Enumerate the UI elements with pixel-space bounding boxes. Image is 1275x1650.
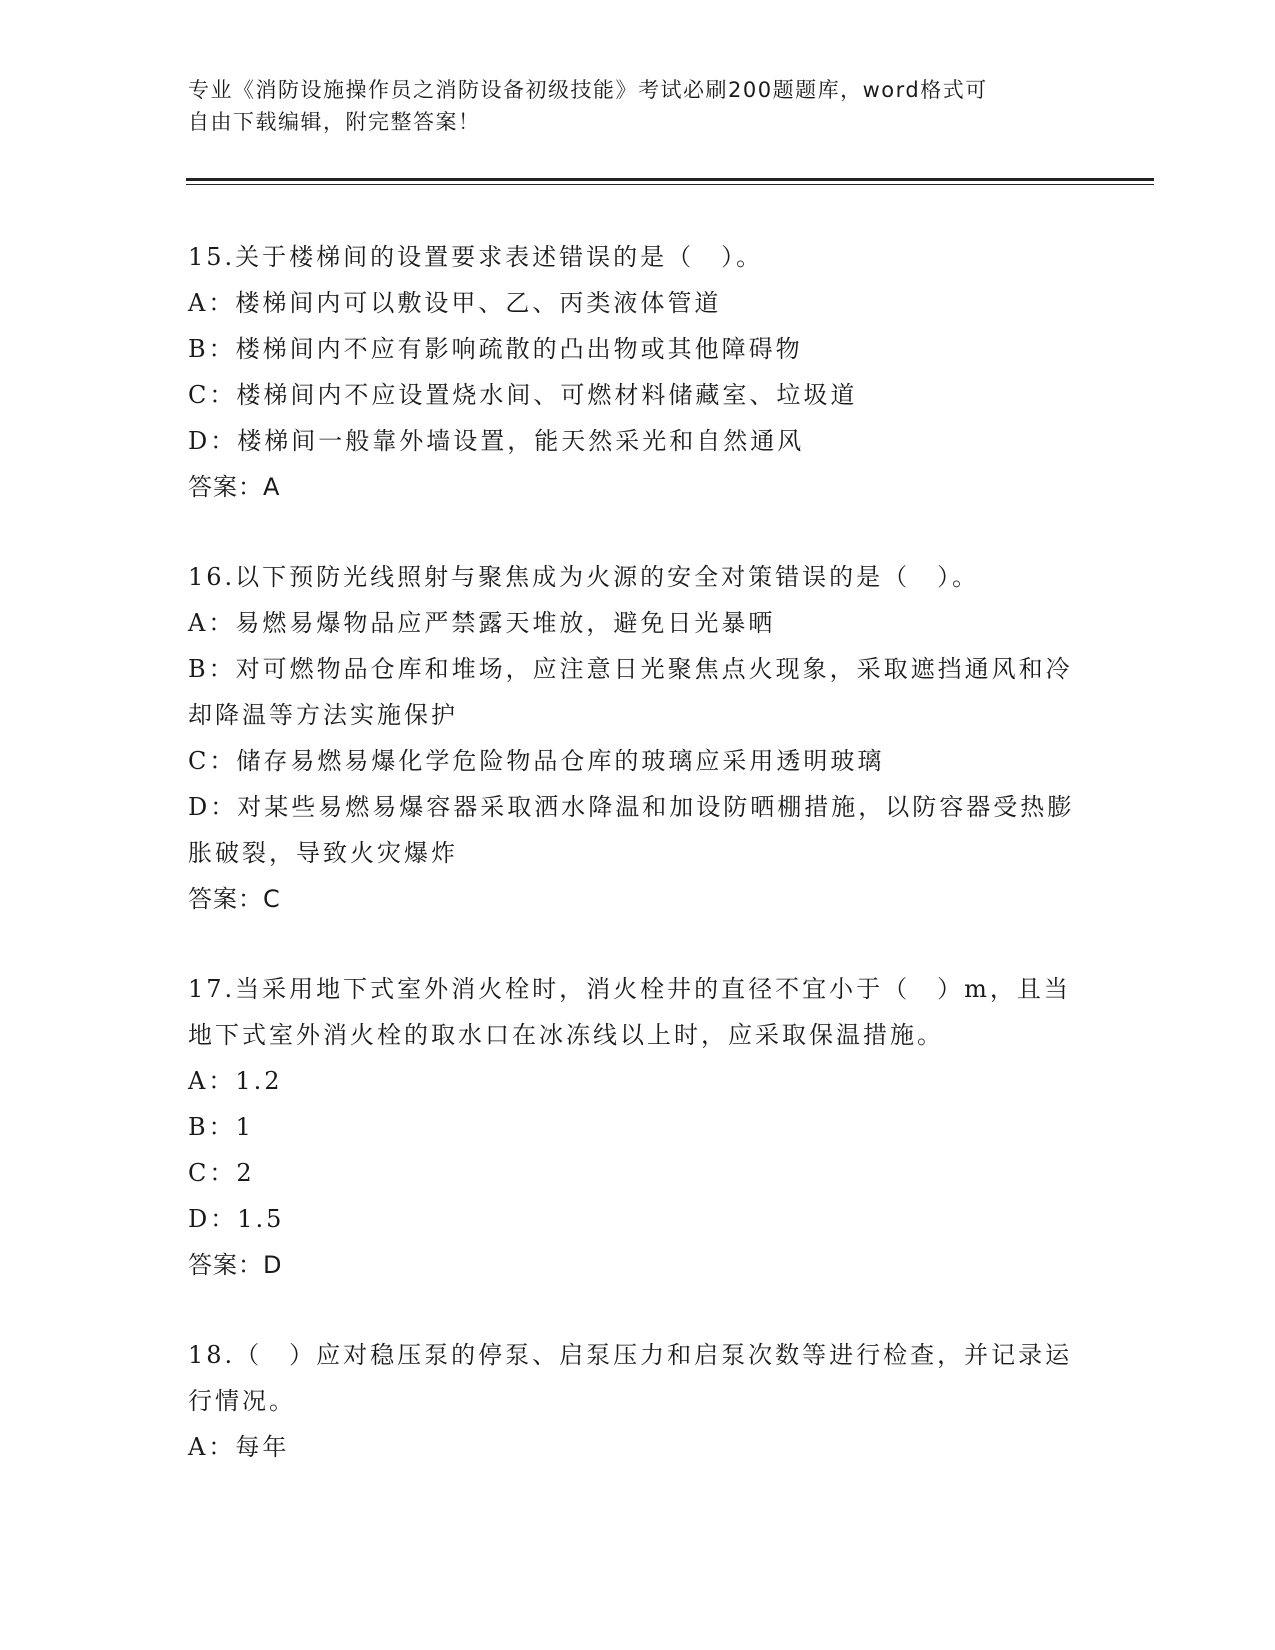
question-15	[188, 234, 1078, 510]
option-a: A：易燃易爆物品应严禁露天堆放，避免日光暴晒	[188, 609, 776, 637]
option-c: C：楼梯间内不应设置烧水间、可燃材料储藏室、垃圾道	[188, 381, 858, 409]
option-c: C：2	[188, 1159, 255, 1187]
question-list	[188, 234, 1078, 1514]
header-line-2: 自由下载编辑，附完整答案！	[188, 110, 481, 134]
option-b: B：楼梯间内不应有影响疏散的凸出物或其他障碍物	[188, 335, 803, 363]
header-divider-thick	[186, 178, 1154, 181]
header-divider-thin	[186, 184, 1154, 185]
option-a: A：楼梯间内可以敷设甲、乙、丙类液体管道	[188, 289, 722, 317]
answer-label: 答案：C	[188, 885, 281, 913]
option-d: D：楼梯间一般靠外墙设置，能天然采光和自然通风	[188, 427, 805, 455]
document-header	[188, 74, 1068, 138]
option-b: B：对可燃物品仓库和堆场，应注意日光聚焦点火现象，采取遮挡通风和冷却降温等方法实施保护	[188, 655, 1073, 729]
question-18	[188, 1332, 1078, 1470]
option-a: A：1.2	[188, 1067, 283, 1095]
option-d: D：对某些易燃易爆容器采取洒水降温和加设防晒棚措施，以防容器受热膨胀破裂，导致火灾爆炸	[188, 793, 1075, 867]
answer-label: 答案：A	[188, 473, 281, 501]
option-c: C：储存易燃易爆化学危险物品仓库的玻璃应采用透明玻璃	[188, 747, 885, 775]
question-stem: 17.当采用地下式室外消火栓时，消火栓井的直径不宜小于（ ）m，且当地下式室外消火栓的取水口在冰冻线以上时，应采取保温措施。	[188, 975, 1071, 1049]
question-stem: 15.关于楼梯间的设置要求表述错误的是（ ）。	[188, 243, 764, 271]
question-stem: 16.以下预防光线照射与聚焦成为火源的安全对策错误的是（ ）。	[188, 563, 980, 591]
answer-label: 答案：D	[188, 1251, 283, 1279]
option-b: B：1	[188, 1113, 254, 1141]
question-17	[188, 966, 1078, 1288]
header-line-1: 专业《消防设施操作员之消防设备初级技能》考试必刷200题题库，word格式可	[188, 78, 988, 102]
option-d: D：1.5	[188, 1205, 285, 1233]
option-a: A：每年	[188, 1433, 290, 1461]
question-16	[188, 554, 1078, 922]
question-stem: 18.（ ）应对稳压泵的停泵、启泵压力和启泵次数等进行检查，并记录运行情况。	[188, 1341, 1073, 1415]
